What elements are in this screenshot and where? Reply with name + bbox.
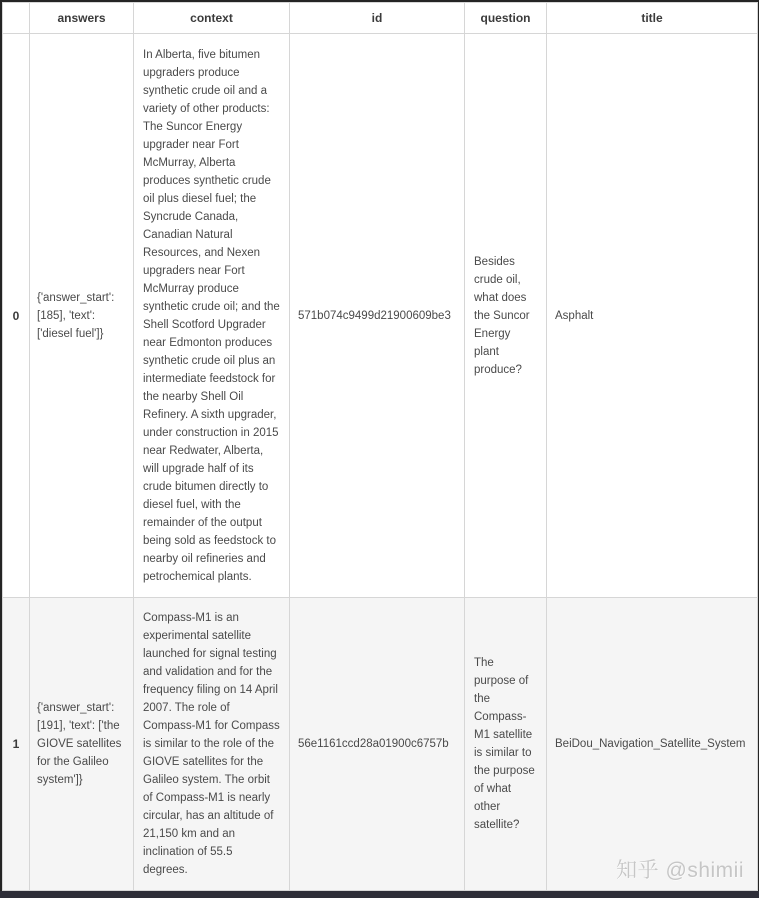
cell-context: In Alberta, five bitumen upgraders produce synthetic crude oil and a variety of other products: The Suncor Energy upgrader near Fort McMurray, Alberta produces synthetic crude oil plus diesel fuel; the Syncrude Canada, Canadian Natural Resources, and Nexen upgraders near Fort McMurray produce synthetic crude oil; and the Shell Scotford Upgrader near Edmonton produces synthetic crude oil plus an intermediate feedstock for the nearby Shell Oil Refinery. A sixth upgrader, under construction in 2015 near Redwater, Alberta, will upgrade half of its crude bitumen directly to diesel fuel, with the remainder of the output being sold as feedstock to nearby oil refineries and petrochemical plants. — [134, 34, 290, 598]
table-row — [3, 598, 758, 891]
column-header-index — [3, 3, 30, 34]
cell-id: 56e1161ccd28a01900c6757b — [290, 598, 465, 891]
column-header-answers: answers — [30, 3, 134, 34]
column-header-title: title — [547, 3, 758, 34]
column-header-id: id — [290, 3, 465, 34]
cell-title: BeiDou_Navigation_Satellite_System — [547, 598, 758, 891]
column-header-question: question — [465, 3, 547, 34]
row-index: 0 — [3, 34, 30, 598]
cell-title: Asphalt — [547, 34, 758, 598]
cell-answers: {'answer_start': [185], 'text': ['diesel fuel']} — [30, 34, 134, 598]
column-header-context: context — [134, 3, 290, 34]
window-bottom-edge — [0, 891, 759, 898]
row-index: 1 — [3, 598, 30, 891]
watermark: 知乎 @shimii — [616, 859, 744, 882]
header-row — [3, 3, 758, 34]
cell-context: Compass-M1 is an experimental satellite launched for signal testing and validation and for the frequency filing on 14 April 2007. The role of Compass-M1 for Compass is similar to the role of the GIOVE satellites for the Galileo system. The orbit of Compass-M1 is nearly circular, has an altitude of 21,150 km and an inclination of 55.5 degrees. — [134, 598, 290, 891]
cell-id: 571b074c9499d21900609be3 — [290, 34, 465, 598]
cell-question: The purpose of the Compass-M1 satellite is similar to the purpose of what other satellite? — [465, 598, 547, 891]
dataframe-table — [2, 2, 758, 891]
cell-answers: {'answer_start': [191], 'text': ['the GIOVE satellites for the Galileo system']} — [30, 598, 134, 891]
table-row — [3, 34, 758, 598]
cell-question: Besides crude oil, what does the Suncor Energy plant produce? — [465, 34, 547, 598]
